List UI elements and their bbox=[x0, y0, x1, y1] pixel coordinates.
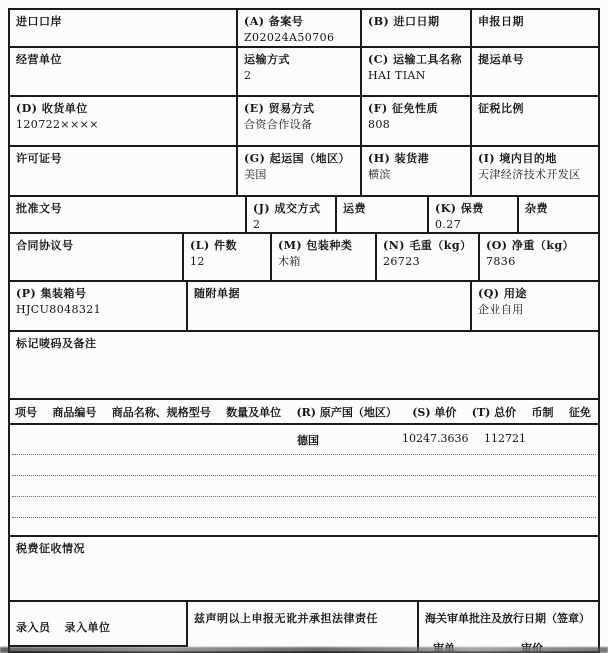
packages-label: (L) 件数 bbox=[190, 239, 237, 252]
cell-declaration bbox=[188, 602, 419, 651]
cell-transaction-mode bbox=[247, 197, 337, 232]
consignee-value: 120722×××× bbox=[16, 118, 99, 131]
goods-col-unit-price: (S) 单价 bbox=[412, 405, 457, 419]
cell-approval-no bbox=[10, 197, 247, 232]
declare-date-label: 申报日期 bbox=[478, 15, 524, 28]
goods-row-separator bbox=[12, 475, 596, 476]
goods-col-origin-country: (R) 原产国（地区） bbox=[296, 405, 397, 419]
gross-weight-label: (N) 毛重（kg） bbox=[383, 239, 472, 252]
trade-mode-label: (E) 贸易方式 bbox=[244, 102, 315, 115]
package-type-value: 木箱 bbox=[278, 255, 301, 268]
goods-col-item-no: 项号 bbox=[15, 405, 37, 419]
loading-port-label: (H) 装货港 bbox=[368, 152, 430, 165]
cell-freight bbox=[337, 197, 429, 232]
destination-label: (I) 境内目的地 bbox=[478, 152, 557, 165]
row-operator-transport bbox=[10, 48, 598, 97]
cell-levy-nature bbox=[362, 97, 472, 145]
cell-goods bbox=[10, 400, 598, 535]
goods-col-quantity-unit: 数量及单位 bbox=[226, 405, 282, 419]
scan-edge-artifact bbox=[0, 647, 608, 653]
misc-fees-label: 杂费 bbox=[525, 202, 548, 215]
usage-label: (Q) 用途 bbox=[478, 287, 527, 300]
package-type-label: (M) 包装种类 bbox=[278, 239, 353, 252]
consignee-label: (D) 收货单位 bbox=[16, 102, 88, 115]
insurance-value: 0.27 bbox=[435, 218, 462, 231]
goods-unit-price-value: 10247.3636 bbox=[402, 432, 469, 445]
cell-marks-remarks bbox=[10, 332, 598, 398]
cell-usage bbox=[472, 282, 598, 330]
operator-label: 经营单位 bbox=[16, 53, 62, 66]
cell-misc-fees bbox=[519, 197, 598, 232]
vehicle-name-label: (C) 运输工具名称 bbox=[368, 53, 462, 66]
declaration-text: 兹声明以上申报无讹并承担法律责任 bbox=[194, 612, 378, 625]
cell-customs-notes bbox=[419, 602, 598, 651]
row-consignee-trade bbox=[10, 97, 598, 147]
cell-loading-port bbox=[362, 147, 472, 195]
approval-no-label: 批准文号 bbox=[16, 202, 62, 215]
cell-operator bbox=[10, 48, 238, 95]
cell-container-no bbox=[10, 282, 188, 330]
container-no-value: HJCU8048321 bbox=[16, 303, 102, 316]
transaction-mode-value: 2 bbox=[253, 218, 261, 231]
levy-nature-value: 808 bbox=[368, 118, 391, 131]
tax-ratio-label: 征税比例 bbox=[478, 102, 524, 115]
goods-col-total-price: (T) 总价 bbox=[471, 405, 517, 419]
form-table bbox=[8, 8, 600, 653]
contract-no-label: 合同协议号 bbox=[16, 239, 74, 252]
cell-import-date bbox=[362, 10, 472, 46]
row-approval-fees bbox=[10, 197, 598, 234]
insurance-label: (K) 保费 bbox=[435, 202, 484, 215]
cell-tax-collection bbox=[10, 537, 598, 600]
record-no-label: (A) 备案号 bbox=[244, 15, 304, 28]
row-footer bbox=[10, 602, 598, 651]
cell-net-weight bbox=[480, 234, 598, 280]
goods-total-price-value: 112721 bbox=[484, 432, 526, 445]
row-goods bbox=[10, 400, 598, 537]
departure-country-label: (G) 起运国（地区） bbox=[244, 152, 351, 165]
entry-unit-label: 录入单位 bbox=[64, 621, 111, 634]
net-weight-value: 7836 bbox=[486, 255, 516, 268]
cell-packages bbox=[184, 234, 272, 280]
goods-header-row bbox=[10, 400, 598, 425]
cell-bill-no bbox=[472, 48, 598, 95]
entry-clerk-label: 录入员 bbox=[16, 621, 51, 634]
cell-transport-mode bbox=[238, 48, 362, 95]
cell-contract-no bbox=[10, 234, 184, 280]
marks-remarks-label: 标记唛码及备注 bbox=[16, 337, 97, 350]
departure-country-value: 美国 bbox=[244, 168, 267, 181]
import-port-label: 进口口岸 bbox=[16, 15, 62, 28]
goods-origin-country-value: 德国 bbox=[297, 434, 319, 447]
cell-trade-mode bbox=[238, 97, 362, 145]
row-port-record bbox=[10, 10, 598, 48]
usage-value: 企业自用 bbox=[478, 303, 524, 316]
cell-declare-date bbox=[472, 10, 598, 46]
cell-entry-clerk bbox=[10, 602, 188, 647]
gross-weight-value: 26723 bbox=[383, 255, 420, 268]
tax-collection-label: 税费征收情况 bbox=[16, 542, 85, 555]
import-date-label: (B) 进口日期 bbox=[368, 15, 440, 28]
transaction-mode-label: (J) 成交方式 bbox=[253, 202, 321, 215]
customs-notes-label: 海关审单批注及放行日期（签章） bbox=[425, 612, 590, 625]
transport-mode-label: 运输方式 bbox=[244, 53, 290, 66]
row-container-docs bbox=[10, 282, 598, 332]
bill-no-label: 提运单号 bbox=[478, 53, 524, 66]
destination-value: 天津经济技术开发区 bbox=[478, 168, 581, 181]
cell-destination bbox=[472, 147, 598, 195]
record-no-value: Z02024A50706 bbox=[244, 31, 335, 44]
goods-col-currency: 币制 bbox=[531, 405, 554, 419]
cell-import-port bbox=[10, 10, 238, 46]
row-contract-weights bbox=[10, 234, 598, 282]
goods-row-separator bbox=[12, 454, 596, 455]
license-no-label: 许可证号 bbox=[16, 152, 62, 165]
goods-col-levy-exempt: 征免 bbox=[568, 405, 591, 419]
attached-docs-label: 随附单据 bbox=[194, 287, 240, 300]
row-tax-collection bbox=[10, 537, 598, 602]
cell-vehicle-name bbox=[362, 48, 472, 95]
goods-row-separator bbox=[12, 517, 596, 518]
packages-value: 12 bbox=[190, 255, 205, 268]
cell-tax-ratio bbox=[472, 97, 598, 145]
cell-package-type bbox=[272, 234, 377, 280]
transport-mode-value: 2 bbox=[244, 69, 252, 82]
row-marks-remarks bbox=[10, 332, 598, 400]
goods-col-name-spec: 商品名称、规格型号 bbox=[111, 405, 211, 419]
row-license-origin bbox=[10, 147, 598, 197]
levy-nature-label: (F) 征免性质 bbox=[368, 102, 439, 115]
cell-insurance bbox=[429, 197, 519, 232]
freight-label: 运费 bbox=[343, 202, 366, 215]
cell-license-no bbox=[10, 147, 238, 195]
vehicle-name-value: HAI TIAN bbox=[368, 69, 426, 82]
cell-record-no bbox=[238, 10, 362, 46]
cell-departure-country bbox=[238, 147, 362, 195]
net-weight-label: (O) 净重（kg） bbox=[486, 239, 575, 252]
container-no-label: (P) 集装箱号 bbox=[16, 287, 87, 300]
loading-port-value: 横滨 bbox=[368, 168, 391, 181]
cell-consignee bbox=[10, 97, 238, 145]
cell-attached-docs bbox=[188, 282, 472, 330]
goods-col-commodity-code: 商品编号 bbox=[52, 405, 97, 419]
trade-mode-value: 合资合作设备 bbox=[244, 118, 313, 131]
cell-gross-weight bbox=[377, 234, 480, 280]
goods-row-separator bbox=[12, 496, 596, 497]
